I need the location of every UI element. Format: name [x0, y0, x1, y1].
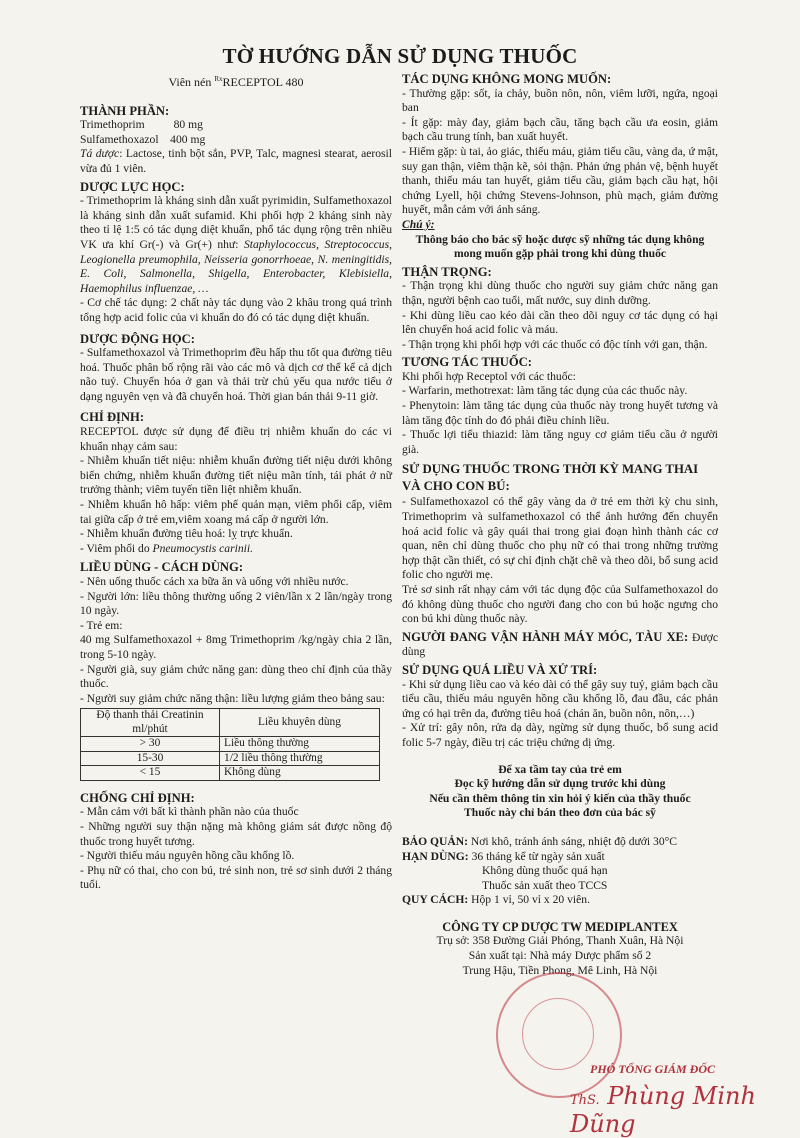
excipients-label: Tá dược: [80, 147, 120, 161]
bacteria-list: Staphylococcus, Streptococcus, Leogionella preumophila, Neisseria gonorrhoeae, N. meningitidis, E. Coli, Salmonella, Shigella, Enterobacter, Klebisiella, Haemophilus influenzae, …: [80, 237, 392, 295]
product-form: Viên nén: [168, 75, 212, 89]
interaction-line: - Warfarin, methotrexat: làm tăng tác dụng của các thuốc này.: [402, 384, 688, 398]
dosage-line: 40 mg Sulfamethoxazol + 8mg Trimethoprim /kg/ngày chia 2 lần, trong 5-10 ngày.: [80, 633, 392, 661]
contraindication-line: - Phụ nữ có thai, cho con bú, trẻ sinh non, trẻ sơ sinh dưới 2 tháng tuổi.: [80, 863, 392, 892]
machinery-line: [402, 630, 718, 660]
side-effect-line: - Ít gặp: mày đay, giảm bạch cầu, tăng bạch cầu ưa eosin, giảm bạch cầu trung tính, ban xuất huyết.: [402, 115, 718, 144]
table-header: Liều khuyên dùng: [220, 709, 380, 737]
table-header-row: [81, 709, 380, 737]
dosage-line: - Người suy giảm chức năng thận: liều lượng giảm theo bảng sau:: [80, 691, 385, 705]
excipients: [80, 147, 392, 176]
product-name: RECEPTOL 480: [222, 75, 304, 89]
interaction-line: - Phenytoin: làm tăng tác dụng của thuốc này trong huyết tương và làm tăng độc tính do đó phải điều chỉnh liều.: [402, 399, 718, 427]
overdose-line: - Khi sử dụng liều cao và kéo dài có thể gây suy tuỷ, giảm bạch cầu tiểu cầu, thiếu máu nguyên hồng cầu khổng lồ, đau đầu, các phản ứng có hại trên da, đường tiêu hoá (chán ăn, buồn nôn, nôn,…): [402, 677, 718, 720]
indication-line: - Nhiễm khuẩn tiết niệu: nhiễm khuẩn đường tiết niệu dưới không biến chứng, nhiễm khuẩn đường tiết niệu mãn tính, tái phát ở nữ trưởng thành; viêm tuyến tiền liệt nhiễm khuẩn.: [80, 454, 392, 497]
product-subtitle: [80, 72, 392, 90]
warning-line: Thuốc này chỉ bán theo đơn của bác sỹ: [464, 806, 656, 820]
dosage-heading: LIỀU DÙNG - CÁCH DÙNG:: [80, 560, 244, 575]
dosage-line: - Nên uống thuốc cách xa bữa ăn và uống với nhiều nước.: [80, 575, 349, 588]
left-column: [80, 72, 392, 893]
company-address: Trung Hậu, Tiền Phong, Mê Linh, Hà Nội: [462, 963, 658, 977]
storage-label: BẢO QUẢN:: [402, 834, 469, 848]
pharmacokinetics-text: - Sulfamethoxazol và Trimethoprim đều hấp thu tốt qua đường tiêu hoá. Thuốc phân bố rộng rãi vào các mô và dịch cơ thể kể cả dịch não tuỷ. Chuyển hóa ở gan và thải trừ chủ yếu qua nước tiểu ở dạng nguyên vẹn và đã chuyển hoá. Thời gian bán thải 9-11 giờ.: [80, 346, 392, 403]
dosage-line: - Người lớn: liều thông thường uống 2 viên/lần x 2 lần/ngày trong 10 ngày.: [80, 589, 392, 618]
warning-line: Đọc kỹ hướng dẫn sử dụng trước khi dùng: [454, 777, 666, 791]
note-text: Thông báo cho bác sỹ hoặc dược sỹ những tác dụng không mong muốn gặp phải trong khi dùng thuốc: [415, 232, 705, 261]
interactions-heading: TƯƠNG TÁC THUỐC:: [402, 355, 532, 370]
shelf-life-line: Thuốc sản xuất theo TCCS: [482, 878, 608, 892]
table-row: [81, 737, 380, 752]
dosage-line: - Trẻ em:: [80, 618, 123, 632]
pregnancy-line: - Sulfamethoxazol có thể gây vàng da ở trẻ em thời kỳ chu sinh, Trimethoprim và sulfamethoxazol có thể ảnh hưởng đến chuyển hoá acid folic và gây quái thai trong giai đoạn hình thành các cơ quan, nên chỉ dùng thuốc cho phụ nữ có thai trong những trường hợp thật cần thiết, có sự chỉ định chặt chẽ và theo dõi, bổ sung acid folic cho người mẹ.: [402, 495, 718, 582]
document-title: TỜ HƯỚNG DẪN SỬ DỤNG THUỐC: [222, 44, 578, 68]
storage-line: [402, 835, 718, 850]
signer-signature: [570, 1082, 800, 1138]
machinery-heading: NGƯỜI ĐANG VẬN HÀNH MÁY MÓC, TÀU XE:: [402, 629, 689, 644]
overdose-heading: SỬ DỤNG QUÁ LIỀU VÀ XỬ TRÍ:: [402, 662, 598, 677]
shelf-life-label: HẠN DÙNG:: [402, 849, 469, 863]
precaution-line: - Khi dùng liều cao kéo dài cần theo dõi nguy cơ tác dụng có hại lên chuyển hoá acid folic và máu.: [402, 308, 718, 337]
company-name: CÔNG TY CP DƯỢC TW MEDIPLANTEX: [442, 919, 678, 934]
packaging-text: Hộp 1 vỉ, 50 vỉ x 20 viên.: [468, 893, 590, 907]
table-cell: Không dùng: [220, 766, 380, 781]
pregnancy-heading: SỬ DỤNG THUỐC TRONG THỜI KỲ MANG THAI VÀ CHO CON BÚ:: [402, 462, 699, 494]
pharmacokinetics-heading: DƯỢC ĐỘNG HỌC:: [80, 331, 195, 346]
table-row: [81, 751, 380, 766]
warning-line: Nếu cần thêm thông tin xin hỏi ý kiến của thầy thuốc: [429, 791, 691, 805]
table-header: Độ thanh thải Creatinin ml/phút: [81, 709, 220, 737]
indication-line: - Nhiễm khuẩn hô hấp: viêm phế quản mạn, viêm phổi cấp, viêm tai giữa cấp ở trẻ em,viêm xoang má cấp ở người lớn.: [80, 498, 392, 526]
interaction-line: Khi phối hợp Receptol với các thuốc:: [402, 369, 576, 383]
note-label: Chú ý:: [402, 217, 435, 231]
right-column: [402, 72, 718, 978]
signer-prefix: ThS.: [570, 1093, 600, 1108]
indications-heading: CHỈ ĐỊNH:: [80, 410, 145, 425]
indication-line: - Nhiễm khuẩn đường tiêu hoá: lỵ trực khuẩn.: [80, 527, 293, 541]
renal-dosage-table: [80, 708, 380, 781]
signer-title: PHÓ TỔNG GIÁM ĐỐC: [590, 1062, 716, 1076]
table-cell: 15-30: [81, 751, 220, 766]
indication-line: RECEPTOL được sử dụng để điều trị nhiễm khuẩn do các vi khuẩn nhạy cảm sau:: [80, 425, 392, 453]
side-effects-heading: TÁC DỤNG KHÔNG MONG MUỐN:: [402, 72, 612, 86]
precaution-line: - Thận trọng khi dùng thuốc cho người suy giảm chức năng gan thận, người bệnh cao tuổi, mất nước, suy dinh dưỡng.: [402, 279, 718, 307]
company-address: Trụ sở: 358 Đường Giải Phóng, Thanh Xuân, Hà Nội: [436, 934, 684, 948]
precaution-line: - Thận trọng khi phối hợp với các thuốc có độc tính với gan, thận.: [402, 337, 708, 351]
pregnancy-line: Trẻ sơ sinh rất nhạy cảm với tác dụng độc của Sulfamethoxazol do đó không dùng thuốc cho người đang cho con bú hoặc ngưng cho con bú khi dùng thuốc này.: [402, 583, 718, 626]
composition-heading: THÀNH PHẦN:: [80, 103, 170, 118]
contraindication-line: - Người thiếu máu nguyên hồng cầu khổng lồ.: [80, 849, 295, 863]
table-cell: Liều thông thường: [220, 737, 380, 752]
indication-line: [80, 542, 392, 557]
table-cell: < 15: [81, 766, 220, 781]
shelf-life-text: 36 tháng kể từ ngày sản xuất: [471, 849, 605, 863]
contraindications-heading: CHỐNG CHỈ ĐỊNH:: [80, 790, 195, 805]
company-stamp: [496, 972, 622, 1098]
dosage-line: - Người già, suy giảm chức năng gan: dùng theo chỉ định của thầy thuốc.: [80, 662, 392, 691]
pharmacodynamics-text: [80, 194, 392, 296]
packaging-label: QUY CÁCH:: [402, 893, 469, 907]
precautions-heading: THẬN TRỌNG:: [402, 264, 492, 279]
interaction-line: - Thuốc lợi tiểu thiazid: làm tăng nguy cơ giảm tiểu cầu ở người già.: [402, 428, 718, 456]
shelf-life-line: Không dùng thuốc quá hạn: [482, 864, 608, 878]
pathogen-name: Pneumocystis carinii.: [152, 541, 253, 555]
overdose-line: - Xử trí: gây nôn, rửa dạ dày, ngừng sử dụng thuốc, bổ sung acid folic 5-7 ngày, điều trị các triệu chứng dị ứng.: [402, 721, 718, 749]
packaging-line: [402, 893, 718, 908]
pharmacodynamics-p1: - Trimethoprim là kháng sinh dẫn xuất pyrimidin, Sulfamethoxazol là kháng sinh dẫn xuất sufamid. Khi phối hợp 2 kháng sinh này theo tỉ lệ 1:5 có tác dụng diệt khuẩn, phổ tác dụng rộng trên nhiều VK ưa khí Gr(-) và Gr(+) như:: [80, 194, 392, 251]
indication-prefix: - Viêm phổi do: [80, 541, 153, 555]
warning-line: Để xa tầm tay của trẻ em: [498, 762, 622, 776]
contraindication-line: - Mẫn cảm với bất kì thành phần nào của thuốc: [80, 805, 299, 819]
storage-text: Nơi khô, tránh ánh sáng, nhiệt độ dưới 30°C: [468, 834, 678, 848]
side-effect-line: - Thường gặp: sốt, ỉa chảy, buồn nôn, nôn, viêm lưỡi, ngứa, ngoại ban: [402, 86, 718, 115]
signer-name: Phùng Minh Dũng: [570, 1082, 756, 1138]
rx-mark: Rx: [214, 75, 223, 83]
stamp-inner-ring: [522, 998, 594, 1070]
mechanism-text: - Cơ chế tác dụng: 2 chất này tác dụng vào 2 khâu trong quá trình tổng hợp acid folic của vi khuẩn do đó có tác dụng diệt khuẩn.: [80, 296, 392, 324]
pharmacodynamics-heading: DƯỢC LỰC HỌC:: [80, 179, 185, 194]
side-effect-line: - Hiếm gặp: ù tai, ảo giác, thiếu máu, giảm tiểu cầu, vàng da, ứ mật, suy gan thận, viêm thận kẽ, sỏi thận. Phản ứng phản vệ, bệnh huyết thanh, thiếu máu tan huyết, giảm tiểu cầu, giảm bạch cầu hạt, hội chứng Lyell, hội chứng Stevens-Johnson, phù mạch, giảm đường huyết, mẫn cảm với ánh sáng.: [402, 144, 718, 217]
machinery-text: Được dùng: [402, 630, 718, 659]
shelf-life-line: [402, 850, 718, 865]
contraindication-line: - Những người suy thận nặng mà không giám sát được nồng độ thuốc trong huyết tương.: [80, 820, 392, 848]
table-cell: > 30: [81, 737, 220, 752]
table-cell: 1/2 liều thông thường: [220, 751, 380, 766]
table-row: [81, 766, 380, 781]
composition-line: Trimethoprim 80 mg: [80, 118, 203, 132]
composition-line: Sulfamethoxazol 400 mg: [80, 132, 206, 146]
company-address: Sản xuất tại: Nhà máy Dược phẩm số 2: [468, 949, 652, 963]
excipients-text: : Lactose, tinh bột sắn, PVP, Talc, magnesi stearat, aerosil vừa đủ 1 viên.: [80, 147, 392, 175]
